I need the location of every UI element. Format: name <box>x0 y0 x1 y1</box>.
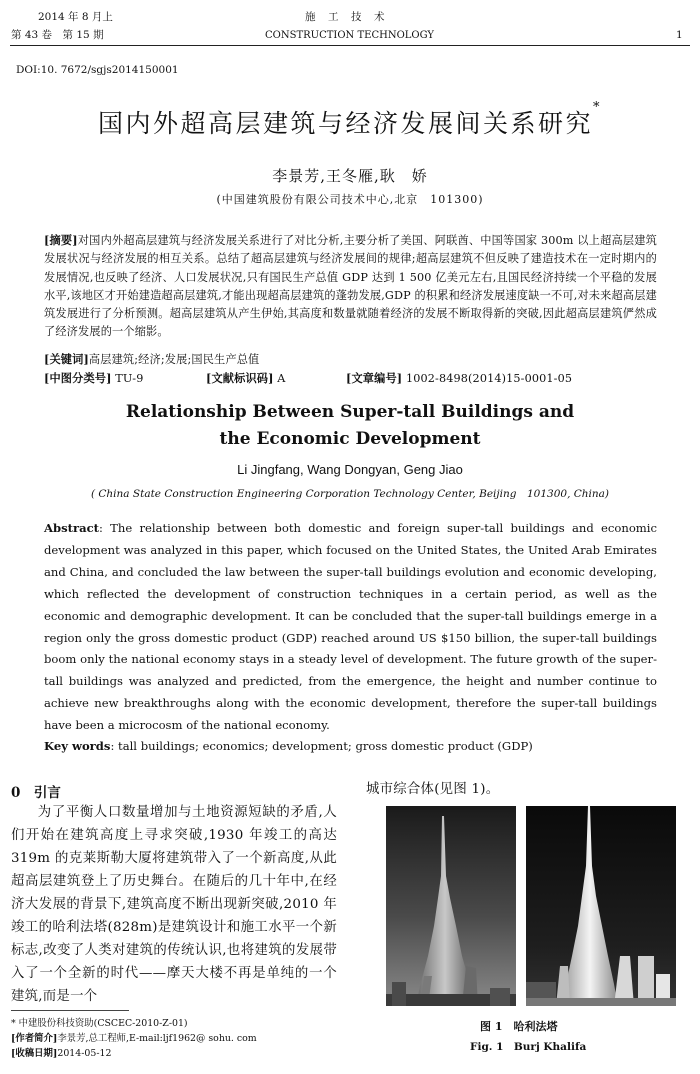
keywords-en <box>44 736 657 758</box>
doi: DOI:10. 7672/sgjs2014150001 <box>16 64 179 76</box>
abstract-en-label: Abstract <box>44 521 100 535</box>
keywords-en-label: Key words <box>44 739 111 753</box>
footnote-rule <box>11 1010 129 1011</box>
page-title-cn <box>0 100 700 140</box>
page-number: 1 <box>676 29 683 41</box>
keywords-cn-text: 高层建筑;经济;发展;国民生产总值 <box>88 353 260 366</box>
figure-photo-right <box>526 806 676 1006</box>
abstract-en <box>44 518 657 737</box>
figure-photo-left <box>386 806 516 1006</box>
journal-name-en: CONSTRUCTION TECHNOLOGY <box>265 30 435 41</box>
keywords-cn-label: [关键词] <box>44 352 89 366</box>
received-note <box>11 1047 111 1060</box>
skyscraper-night-photo-icon <box>526 806 676 1006</box>
abstract-cn-label: [摘要] <box>44 233 78 247</box>
doc-code-value: A <box>277 372 286 385</box>
clc-field <box>44 369 144 388</box>
clc-value: TU-9 <box>115 372 144 385</box>
figure-caption-en: Fig. 1 Burj Khalifa <box>470 1041 587 1053</box>
issue-date: 2014 年 8 月上 <box>38 11 113 23</box>
affiliation-cn: (中国建筑股份有限公司技术中心,北京 101300) <box>216 193 484 206</box>
abstract-cn <box>44 231 657 342</box>
authors-cn: 李景芳,王冬雁,耿 娇 <box>272 167 428 185</box>
received-text: 2014-05-12 <box>57 1048 112 1059</box>
section-heading: 0 引言 <box>11 785 61 801</box>
skyscraper-photo-icon <box>386 806 516 1006</box>
keywords-en-text: : tall buildings; economics; development; gross domestic product (GDP) <box>110 739 533 753</box>
clc-label: [中图分类号] <box>44 371 112 385</box>
title-cn-text: 国内外超高层建筑与经济发展间关系研究 <box>97 109 593 138</box>
received-label: [收稿日期] <box>11 1048 58 1059</box>
article-number-label: [文章编号] <box>346 371 403 385</box>
issue-volume: 第 43 卷 第 15 期 <box>11 29 104 41</box>
title-footnote-mark: * <box>593 100 602 115</box>
right-column-text: 城市综合体(见图 1)。 <box>366 782 500 797</box>
author-note <box>11 1032 257 1045</box>
fund-note: * 中建股份科技资助(CSCEC-2010-Z-01) <box>11 1018 188 1029</box>
title-en-line-2: the Economic Development <box>219 429 481 449</box>
author-note-text: 李景芳,总工程师,E-mail:ljf1962@ sohu. com <box>57 1033 257 1044</box>
affiliation-en: ( China State Construction Engineering Corporation Technology Center, Beijing 101300, China) <box>90 488 610 500</box>
doc-code-label: [文献标识码] <box>206 371 274 385</box>
figure-caption-cn: 图 1 哈利法塔 <box>480 1020 558 1033</box>
keywords-cn <box>44 350 657 369</box>
intro-paragraph: 为了平衡人口数量增加与土地资源短缺的矛盾,人们开始在建筑高度上寻求突破,1930 年竣工的高达 319m 的克莱斯勒大厦将建筑带入了一个新高度,从此超高层建筑登上了历史舞台。在随后的几十年中,在经济大发展的背景下,建筑高度不断出现新突破,2010 年竣工的哈利法塔(828m)是建筑设计和施工水平一个新标志,改变了人类对建筑的传统认识,也将建筑的发展带入了一个全新的时代——摩天大楼不再是单纯的一个建筑,而是一个 <box>11 805 337 1004</box>
header-rule <box>10 45 690 46</box>
journal-name-cn: 施 工 技 术 <box>305 11 386 23</box>
authors-en: Li Jingfang, Wang Dongyan, Geng Jiao <box>237 462 463 477</box>
doc-code-field <box>206 369 286 388</box>
abstract-cn-text: 对国内外超高层建筑与经济发展关系进行了对比分析,主要分析了美国、阿联酋、中国等国家 300m 以上超高层建筑发展状况与经济发展的相互关系。总结了超高层建筑与经济发展间的规律;超高层建筑不但反映了建造技术在一定时期内的发展情况,也反映了经济、人口发展状况,只有国民生产总值 GDP 达到 1 500 亿美元左右,且国民经济持续一个平稳的发展水平,该地区才开始建造超高层建筑,才能出现超高层建筑的蓬勃发展,GDP 的积累和经济发展速度缺一不可,对未来超高层建筑发展进行了分析预测。超高层建筑从产生伊始,其高度和数量就随着经济的发展不断取得新的突破,因此超高层建筑俨然成了经济发展的一个缩影。 <box>44 234 658 339</box>
article-number-field <box>346 369 572 388</box>
title-en-line-1: Relationship Between Super-tall Buildings and <box>125 402 575 422</box>
author-note-label: [作者简介] <box>11 1033 58 1044</box>
article-number-value: 1002-8498(2014)15-0001-05 <box>405 372 573 385</box>
abstract-en-text: : The relationship between both domestic and foreign super-tall buildings and economic development was analyzed in this paper, which focused on the United States, the United Arab Emirates and China, and concluded the law between the super-tall buildings evolution and economic developing, which reflected the development of construction techniques in a certain period, as well as the economic and demographic development. It can be concluded that the super-tall buildings emerge in a region only the gross domestic product (GDP) reached around US $150 billion, the super-tall buildings boom only the national economy stays in a steady level of development. The future growth of the super-tall buildings was analyzed and predicted, from the emergence, the height and number continue to achieve new breakthroughs along with the economic development, therefore the super-tall buildings have been a microcosm of the national economy. <box>44 521 657 733</box>
classification-line <box>44 369 657 387</box>
